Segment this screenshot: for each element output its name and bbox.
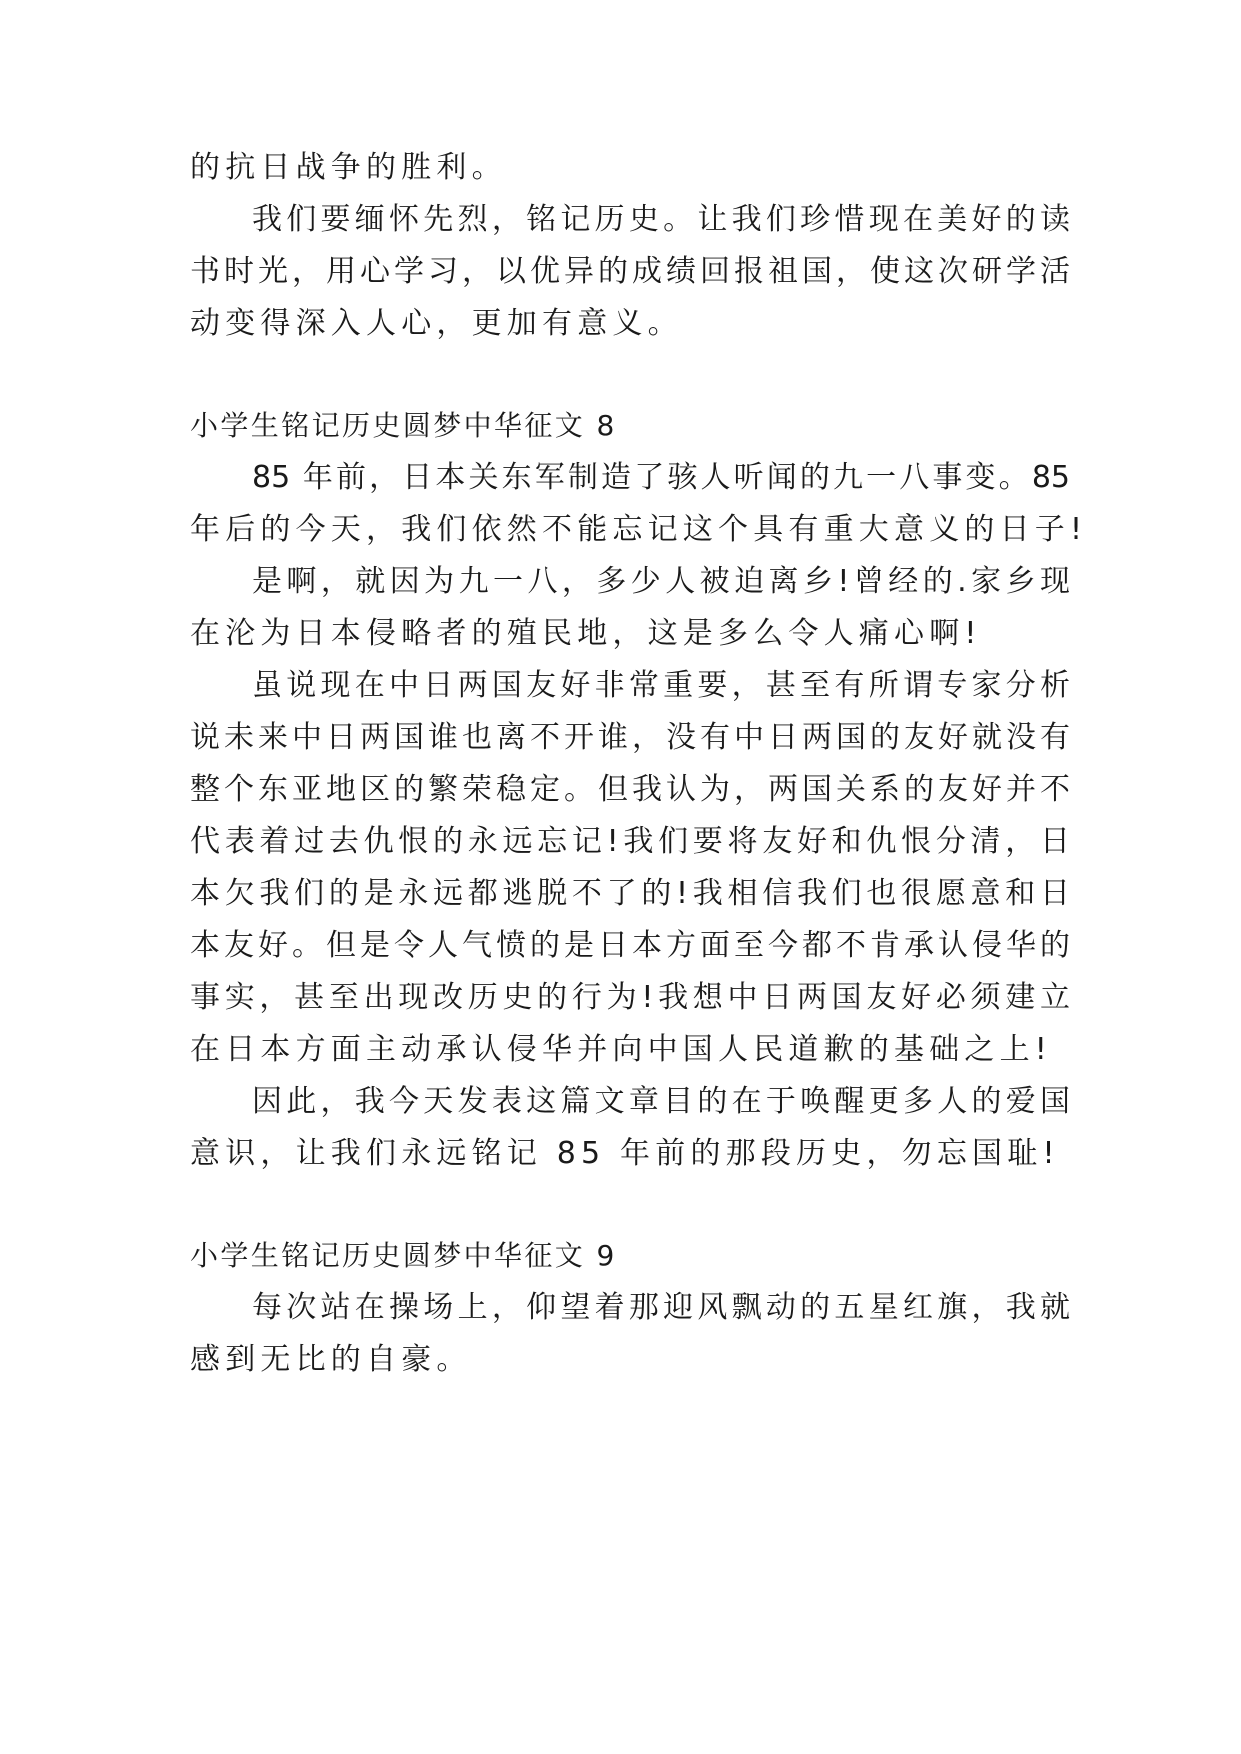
paragraph-line: 感到无比的自豪。 <box>190 1342 472 1377</box>
paragraph-line: 本欠我们的是永远都逃脱不了的!我相信我们也很愿意和日 <box>190 876 1070 911</box>
section-heading: 小学生铭记历史圆梦中华征文 9 <box>190 1239 617 1272</box>
paragraph-line: 年后的今天，我们依然不能忘记这个具有重大意义的日子! <box>190 512 1088 547</box>
paragraph-line: 意识，让我们永远铭记 85 年前的那段历史，勿忘国耻! <box>190 1136 1060 1171</box>
paragraph-line: 是啊，就因为九一八，多少人被迫离乡!曾经的.家乡现 <box>252 564 1070 599</box>
paragraph-line: 代表着过去仇恨的永远忘记!我们要将友好和仇恨分清，日 <box>190 824 1070 859</box>
paragraph-line: 说未来中日两国谁也离不开谁，没有中日两国的友好就没有 <box>190 720 1070 755</box>
paragraph-line: 的抗日战争的胜利。 <box>190 150 507 185</box>
paragraph-line: 85 年前，日本关东军制造了骇人听闻的九一八事变。85 <box>252 460 1070 495</box>
paragraph-line: 动变得深入人心，更加有意义。 <box>190 306 683 341</box>
paragraph-line: 在沦为日本侵略者的殖民地，这是多么令人痛心啊! <box>190 616 982 651</box>
paragraph-line: 虽说现在中日两国友好非常重要，甚至有所谓专家分析 <box>252 668 1070 703</box>
paragraph-line: 本友好。但是令人气愤的是日本方面至今都不肯承认侵华的 <box>190 928 1070 963</box>
paragraph-line: 在日本方面主动承认侵华并向中国人民道歉的基础之上! <box>190 1032 1053 1067</box>
paragraph-line: 每次站在操场上，仰望着那迎风飘动的五星红旗，我就 <box>252 1290 1070 1325</box>
paragraph-line: 事实，甚至出现改历史的行为!我想中日两国友好必须建立 <box>190 980 1070 1015</box>
paragraph-line: 整个东亚地区的繁荣稳定。但我认为，两国关系的友好并不 <box>190 772 1070 807</box>
paragraph-line: 书时光，用心学习，以优异的成绩回报祖国，使这次研学活 <box>190 254 1070 289</box>
section-heading: 小学生铭记历史圆梦中华征文 8 <box>190 409 617 442</box>
paragraph-line: 我们要缅怀先烈，铭记历史。让我们珍惜现在美好的读 <box>252 202 1070 237</box>
paragraph-line: 因此，我今天发表这篇文章目的在于唤醒更多人的爱国 <box>252 1084 1070 1119</box>
